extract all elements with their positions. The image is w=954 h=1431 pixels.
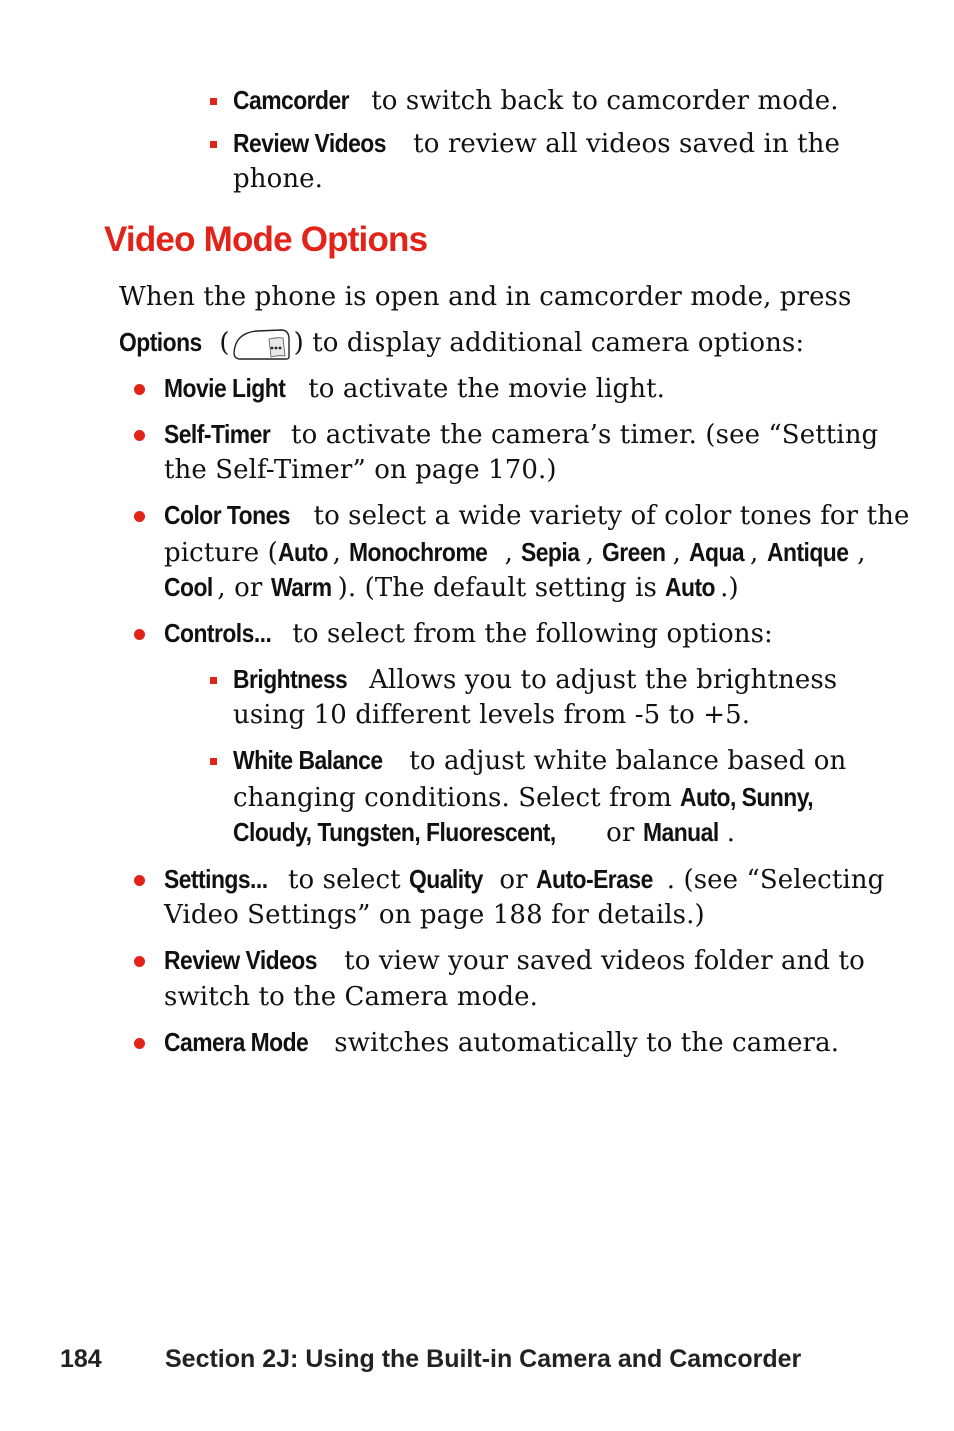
list-item: Brightness Allows you to adjust the brightness xyxy=(233,664,838,695)
list-item: White Balance to adjust white balance based on xyxy=(233,745,847,776)
list-item-continuation: Video Settings” on page 188 for details.) xyxy=(164,900,705,930)
list-item: Review Videos to review all videos saved in the xyxy=(233,128,840,159)
round-bullet-icon xyxy=(134,384,145,395)
page-number: 184 xyxy=(60,1345,102,1373)
list-item-continuation: picture (Auto , Monochrome , Sepia , Green , Aqua , Antique , xyxy=(164,537,866,568)
list-item-continuation: switch to the Camera mode. xyxy=(164,982,538,1012)
intro-text: When the phone is open and in camcorder mode, press xyxy=(119,282,852,312)
square-bullet-icon xyxy=(210,141,217,148)
section-title: Video Mode Options xyxy=(104,220,428,259)
square-bullet-icon xyxy=(210,98,217,105)
list-item: Camcorder to switch back to camcorder mode. xyxy=(233,85,839,116)
list-item: Color Tones to select a wide variety of color tones for the xyxy=(164,500,910,531)
list-item: Camera Mode switches automatically to the camera. xyxy=(164,1027,840,1058)
list-item: Self-Timer to activate the camera’s timer. (see “Setting xyxy=(164,419,879,450)
list-item-continuation: phone. xyxy=(233,164,324,194)
round-bullet-icon xyxy=(134,956,145,967)
list-item: Controls... to select from the following options: xyxy=(164,618,773,649)
intro-text: Options ( ) to display additional camera options: xyxy=(119,327,804,361)
square-bullet-icon xyxy=(210,677,217,684)
list-item: Review Videos to view your saved videos folder and to xyxy=(164,945,865,976)
round-bullet-icon xyxy=(134,875,145,886)
list-item-continuation: the Self-Timer” on page 170.) xyxy=(164,455,557,485)
round-bullet-icon xyxy=(134,511,145,522)
list-item: Settings... to select Quality or Auto-Erase . (see “Selecting xyxy=(164,864,885,895)
list-item-continuation: Cloudy, Tungsten, Fluorescent, or Manual . xyxy=(233,817,736,848)
list-item-continuation: using 10 different levels from -5 to +5. xyxy=(233,700,751,730)
running-footer: Section 2J: Using the Built-in Camera and Camcorder xyxy=(165,1345,802,1373)
round-bullet-icon xyxy=(134,1038,145,1049)
round-bullet-icon xyxy=(134,629,145,640)
list-item-continuation: changing conditions. Select from Auto, Sunny, xyxy=(233,782,814,813)
list-item-continuation: Cool , or Warm ). (The default setting is Auto .) xyxy=(164,572,739,603)
square-bullet-icon xyxy=(210,758,217,765)
round-bullet-icon xyxy=(134,430,145,441)
menu-softkey-icon xyxy=(231,327,293,361)
list-item: Movie Light to activate the movie light. xyxy=(164,373,666,404)
